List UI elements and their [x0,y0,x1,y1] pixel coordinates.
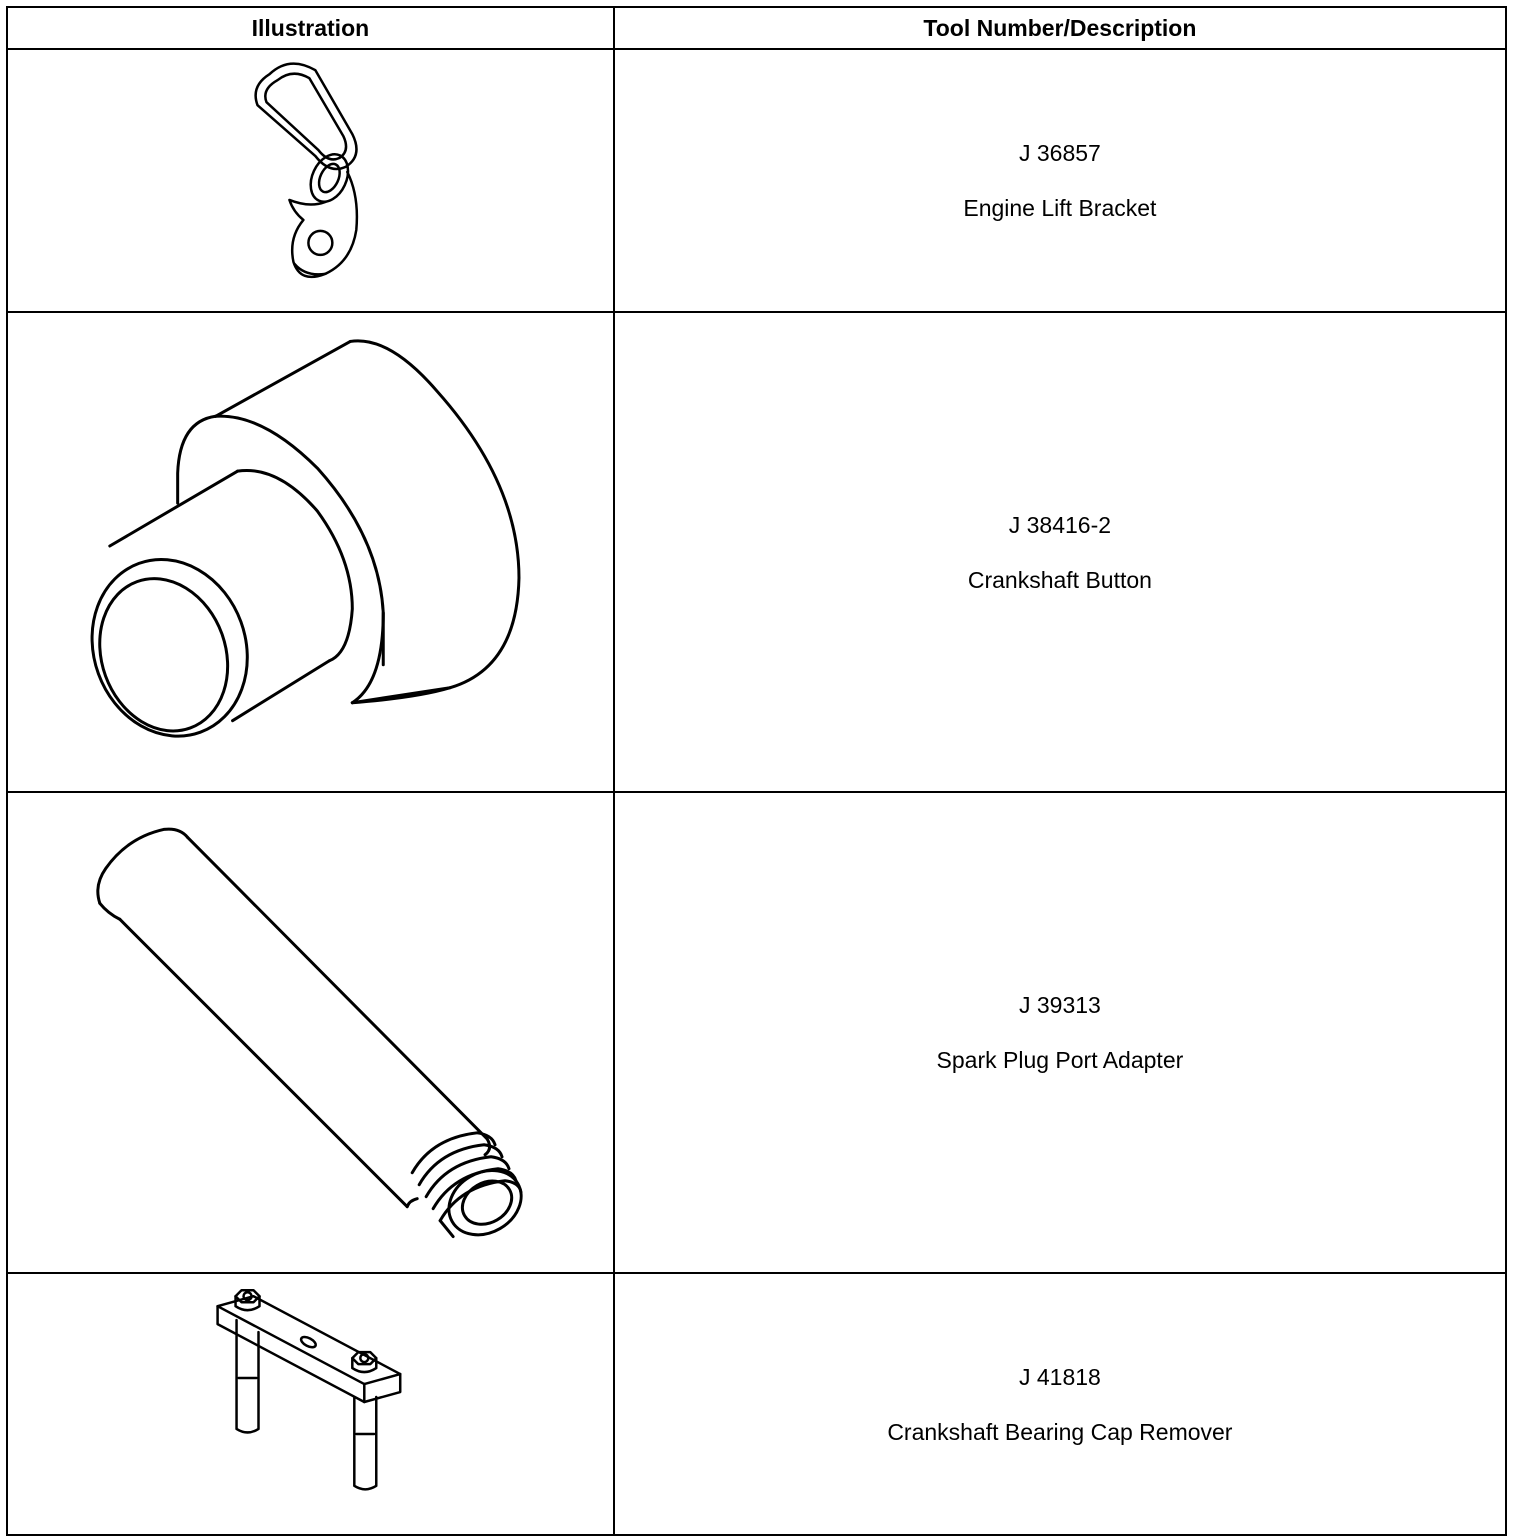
table-row [7,312,1506,792]
tool-number: J 41818 [1018,1363,1101,1390]
illustration-cell [7,49,614,312]
illustration-cell [7,312,614,792]
crankshaft-button-icon [8,313,613,791]
bearing-cap-remover-icon [8,1274,613,1534]
table-row [7,49,1506,312]
tool-description-cell [614,1273,1506,1535]
tool-table [6,6,1507,1536]
tool-number: J 38416-2 [1008,511,1112,538]
tool-number: J 36857 [1018,140,1101,166]
spark-plug-port-adapter-icon [8,793,613,1272]
tool-description: Crankshaft Bearing Cap Remover [887,1418,1233,1445]
header-tool-number-description: Tool Number/Description [614,7,1506,49]
table-row [7,792,1506,1273]
tool-description: Crankshaft Button [967,566,1152,593]
tool-description: Spark Plug Port Adapter [936,1047,1184,1073]
header-illustration: Illustration [7,7,614,49]
engine-lift-bracket-icon [8,50,613,311]
table-header-row [7,7,1506,49]
tool-number: J 39313 [1018,992,1101,1018]
tool-description-cell [614,312,1506,792]
tool-description-cell [614,49,1506,312]
tool-description-cell [614,792,1506,1273]
illustration-cell [7,1273,614,1535]
illustration-cell [7,792,614,1273]
table-row [7,1273,1506,1535]
tool-description: Engine Lift Bracket [963,195,1157,221]
